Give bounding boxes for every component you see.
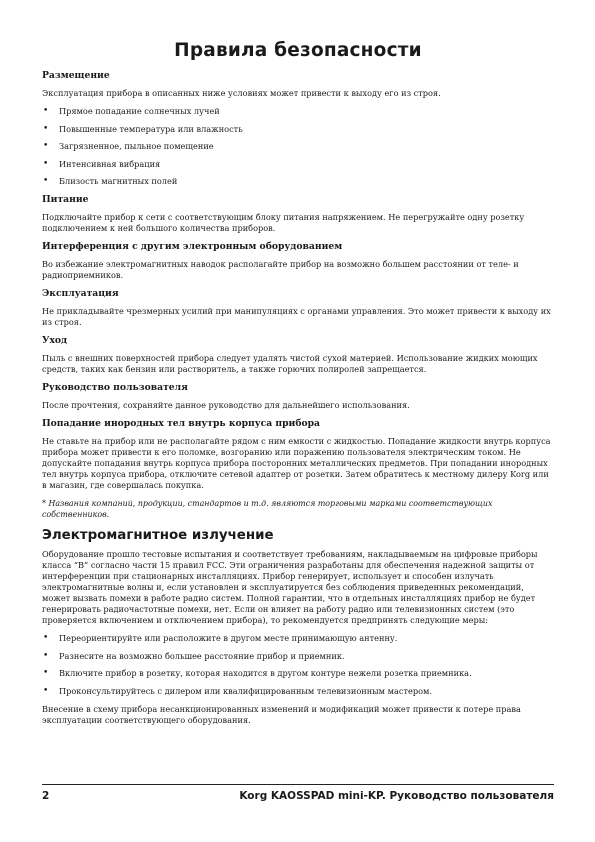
emi-outro: Внесение в схему прибора несанкционированных изменений и модификаций может привести к потере права эксплуатации соответствующего оборудования. [42, 703, 521, 725]
trademark-note: * Названия компаний, продукции, стандартов и т.д. являются торговыми марками соответствующих собственников. [42, 499, 493, 519]
emi-measures-list [42, 633, 554, 697]
list-item: • Переориентируйте или расположите в другом месте принимающую антенну. [42, 633, 554, 644]
manual-text: После прочтения, сохраняйте данное руководство для дальнейшего использования. [42, 400, 410, 410]
page-title: Правила безопасности [174, 40, 422, 61]
interference-text: Во избежание электромагнитных наводок располагайте прибор на возможно большем расстоянии от теле- и радиоприемников. [42, 259, 519, 280]
interference-heading: Интерференция с другим электронным оборудованием [42, 241, 343, 252]
foreign-objects-text: Не ставьте на прибор или не располагайте рядом с ним емкости с жидкостью. Попадание жидкости внутрь корпуса прибора может привести к его поломке, возгоранию или поражению пользователя электрическим током. Не допускайте попадания внутрь корпуса прибора посторонних металлических предметов. При попадании инородных тел внутрь корпуса прибора, отключите сетевой адаптер от розетки. Затем обратитесь к местному дилеру Korg или в магазин, где совершалась покупка. [42, 436, 551, 490]
page-number: 2 [42, 790, 50, 802]
list-item: • Разнесите на возможно большее расстояние прибор и приемник. [42, 651, 554, 662]
operation-heading: Эксплуатация [42, 288, 119, 299]
care-text: Пыль с внешних поверхностей прибора следует удалять чистой сухой материей. Использование жидких моющих средств, таких как бензин или растворитель, а также горючих полиролей запрещается. [42, 353, 538, 374]
placement-list [42, 106, 554, 187]
list-item: • Проконсультируйтесь с дилером или квалифицированным телевизионным мастером. [42, 686, 554, 697]
list-item: • Повышенные температура или влажность [42, 124, 554, 135]
power-heading: Питание [42, 194, 89, 205]
page-content [42, 40, 554, 733]
care-heading: Уход [42, 335, 68, 346]
list-item: • Загрязненное, пыльное помещение [42, 141, 554, 152]
list-item: • Включите прибор в розетку, которая находится в другом контуре нежели розетка приемника. [42, 668, 554, 679]
list-item: • Близость магнитных полей [42, 176, 554, 187]
placement-intro: Эксплуатация прибора в описанных ниже условиях может привести к выходу его из строя. [42, 88, 441, 98]
footer-title: Korg KAOSSPAD mini-KP. Руководство пользователя [239, 790, 554, 802]
emi-intro: Оборудование прошло тестовые испытания и соответствует требованиям, накладываемым на цифровые приборы класса “B” согласно части 15 правил FCC. Эти ограничения разработаны для обеспечения надежной защиты от интерференции при стационарных инсталляциях. Прибор генерирует, использует и способен излучать электромагнитные волны и, если установлен и эксплуатируется без соблюдения приведенных рекомендаций, может вызвать помехи в работе радио систем. Полной гарантии, что в отдельных инсталляциях прибор не будет генерировать радиочастотные помехи, нет. Если он влияет на работу радио или телевизионных систем (это проверяется включением и отключением прибора), то рекомендуется предпринять следующие меры: [42, 549, 538, 625]
footer-divider [42, 784, 554, 785]
operation-text: Не прикладывайте чрезмерных усилий при манипуляциях с органами управления. Это может привести к выходу их из строя. [42, 306, 551, 327]
emi-heading: Электромагнитное излучение [42, 528, 274, 543]
power-text: Подключайте прибор к сети с соответствующим блоку питания напряжением. Не перегружайте одну розетку подключением к ней большого количества приборов. [42, 212, 525, 233]
list-item: • Интенсивная вибрация [42, 159, 554, 170]
foreign-objects-heading: Попадание инородных тел внутрь корпуса прибора [42, 418, 320, 429]
list-item: • Прямое попадание солнечных лучей [42, 106, 554, 117]
placement-heading: Размещение [42, 70, 110, 81]
manual-heading: Руководство пользователя [42, 382, 188, 393]
